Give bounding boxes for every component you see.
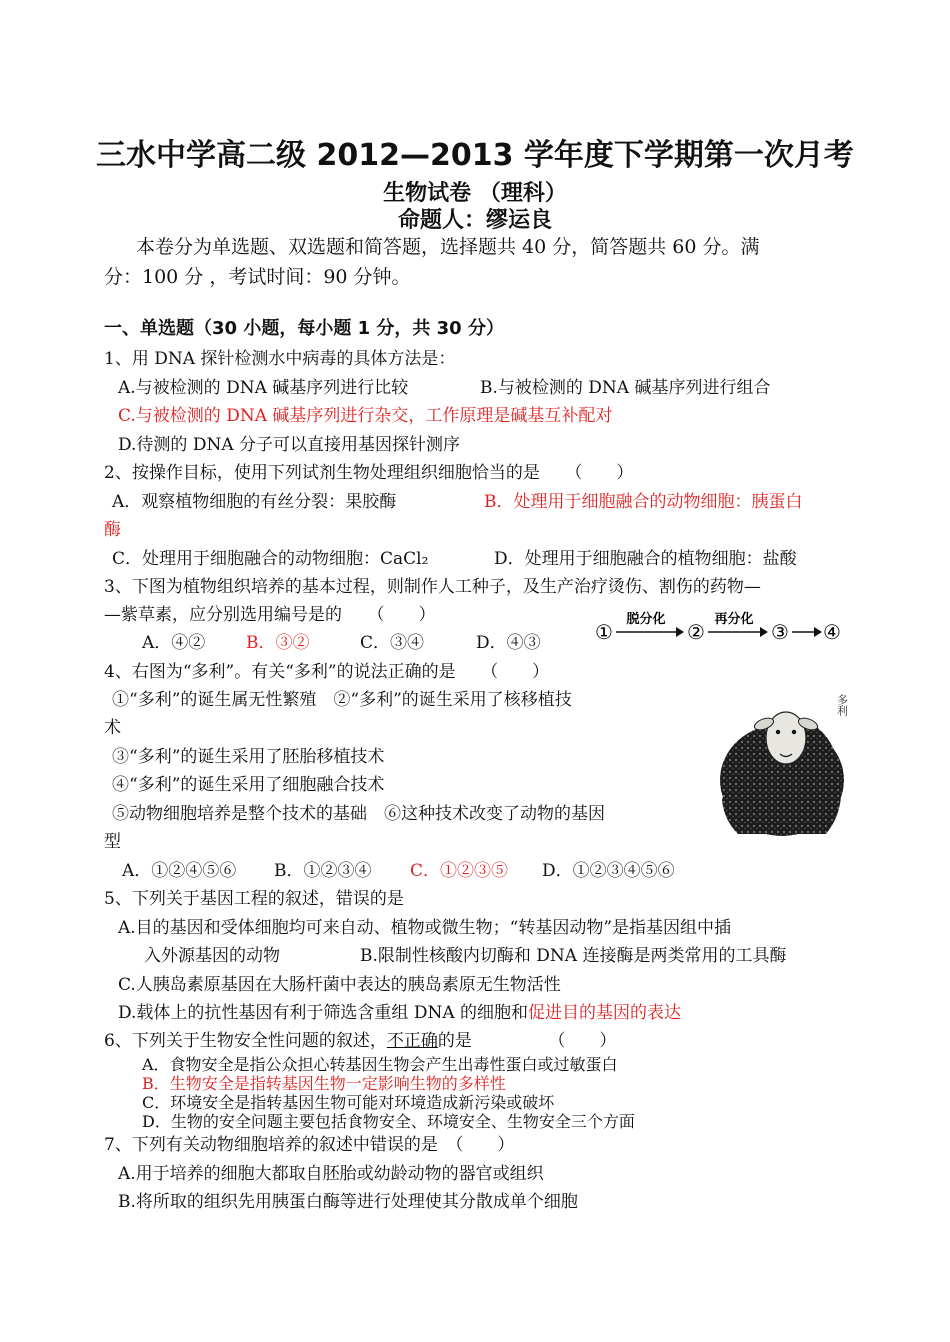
q4-statement-5-6: ⑤动物细胞培养是整个技术的基础 ⑥这种技术改变了动物的基因	[112, 804, 605, 824]
dolly-sheep-image	[716, 680, 856, 840]
flow-label-redifferentiation: 再分化	[714, 612, 754, 627]
section-heading: 一、单选题（30 小题，每小题 1 分，共 30 分）	[104, 318, 504, 339]
q5-option-d	[118, 1002, 681, 1024]
flow-label-dedifferentiation: 脱分化	[626, 612, 666, 627]
q6-option-c: C．环境安全是指转基因生物可能对环境造成新污染或破坏	[142, 1093, 555, 1112]
q2-option-b-cont: 酶	[104, 520, 121, 540]
q6-option-a: A．食物安全是指公众担心转基因生物会产生出毒性蛋白或过敏蛋白	[142, 1055, 618, 1074]
q3-option-d: D．④③	[476, 633, 541, 653]
exam-title: 三水中学高二级 2012—2013 学年度下学期第一次月考	[96, 138, 854, 173]
q6-stem-end: 的是 （ ）	[437, 1031, 617, 1051]
flow-arrow-2-head	[760, 627, 768, 637]
q1-option-d: D.待测的 DNA 分子可以直接用基因探针测序	[118, 435, 461, 455]
flow-node-3: ③	[771, 620, 789, 644]
q5-option-d-text: D.载体上的抗性基因有利于筛选含重组 DNA 的细胞和	[118, 1003, 529, 1023]
q3-option-a: A．④②	[142, 633, 206, 653]
q4-option-d: D．①②③④⑤⑥	[542, 861, 675, 881]
q2-option-d: D．处理用于细胞融合的植物细胞：盐酸	[494, 549, 797, 569]
q4-option-b: B．①②③④	[274, 861, 372, 881]
q5-option-a-cont: 入外源基因的动物	[144, 946, 280, 966]
sheep-label: 多利	[835, 694, 849, 716]
q4-statement-4: ④“多利”的诞生采用了细胞融合技术	[112, 775, 385, 795]
q7-stem: 7、下列有关动物细胞培养的叙述中错误的是 （ ）	[104, 1135, 515, 1155]
q1-stem: 1、用 DNA 探针检测水中病毒的具体方法是：	[104, 349, 456, 369]
exam-author: 命题人：缪运良	[397, 208, 552, 233]
q7-option-a: A.用于培养的细胞大都取自胚胎或幼龄动物的器官或组织	[118, 1164, 544, 1184]
intro-line-1: 本卷分为单选题、双选题和简答题，选择题共 40 分，简答题共 60 分。满	[136, 236, 760, 258]
q2-option-c: C．处理用于细胞融合的动物细胞：CaCl₂	[112, 549, 429, 569]
q4-statement-3: ③“多利”的诞生采用了胚胎移植技术	[112, 747, 385, 767]
q4-statement-1-2: ①“多利”的诞生属无性繁殖 ②“多利”的诞生采用了核移植技	[112, 690, 572, 710]
intro-line-2: 分：100 分 ，考试时间：90 分钟。	[104, 266, 411, 288]
q1-option-c: C.与被检测的 DNA 碱基序列进行杂交，工作原理是碱基互补配对	[118, 406, 613, 426]
exam-subtitle: 生物试卷 （理科）	[383, 181, 567, 206]
q3-stem-1: 3、下图为植物组织培养的基本过程，则制作人工种子，及生产治疗烫伤、割伤的药物—	[104, 577, 761, 597]
flow-arrow-1-head	[676, 627, 684, 637]
q1-option-a: A.与被检测的 DNA 碱基序列进行比较	[118, 378, 409, 398]
q4-option-a: A．①②④⑤⑥	[122, 861, 237, 881]
flow-node-2: ②	[687, 620, 705, 644]
q4-statement-6-cont: 型	[104, 832, 121, 852]
flow-arrow-3-head	[814, 627, 822, 637]
q5-option-d-highlight: 促进目的基因的表达	[528, 1003, 682, 1023]
q6-stem-start: 6、下列关于生物安全性问题的叙述，	[104, 1031, 387, 1051]
flow-node-4: ④	[823, 620, 841, 644]
q3-option-b: B．③②	[246, 633, 310, 653]
q6-option-d: D．生物的安全问题主要包括食物安全、环境安全、生物安全三个方面	[142, 1112, 635, 1131]
q6-stem	[104, 1030, 616, 1052]
q3-stem-2: —紫草素，应分别选用编号是的 （ ）	[104, 605, 436, 625]
q4-option-c: C．①②③⑤	[410, 861, 509, 881]
q2-option-b: B．处理用于细胞融合的动物细胞：胰蛋白	[484, 492, 803, 512]
q5-option-b: B.限制性核酸内切酶和 DNA 连接酶是两类常用的工具酶	[360, 946, 787, 966]
sheep-left-eye	[776, 730, 780, 734]
q1-option-b: B.与被检测的 DNA 碱基序列进行组合	[480, 378, 771, 398]
q4-statement-2-cont: 术	[104, 718, 121, 738]
q3-option-c: C．③④	[360, 633, 425, 653]
q6-option-b: B．生物安全是指转基因生物一定影响生物的多样性	[142, 1074, 506, 1093]
q6-stem-emphasis: 不正确	[386, 1031, 438, 1051]
q4-stem: 4、右图为“多利”。有关“多利”的说法正确的是 （ ）	[104, 662, 550, 682]
q2-option-a: A．观察植物细胞的有丝分裂：果胶酶	[112, 492, 397, 512]
q5-stem: 5、下列关于基因工程的叙述，错误的是	[104, 889, 404, 909]
sheep-right-eye	[792, 730, 796, 734]
tissue-culture-flow-diagram	[592, 610, 842, 650]
flow-node-1: ①	[595, 620, 613, 644]
q5-option-c: C.人胰岛素原基因在大肠杆菌中表达的胰岛素原无生物活性	[118, 975, 561, 995]
q2-stem: 2、按操作目标，使用下列试剂生物处理组织细胞恰当的是 （ ）	[104, 463, 634, 483]
q5-option-a: A.目的基因和受体细胞均可来自动、植物或微生物；“转基因动物”是指基因组中插	[118, 918, 732, 938]
q7-option-b: B.将所取的组织先用胰蛋白酶等进行处理使其分散成单个细胞	[118, 1192, 578, 1212]
